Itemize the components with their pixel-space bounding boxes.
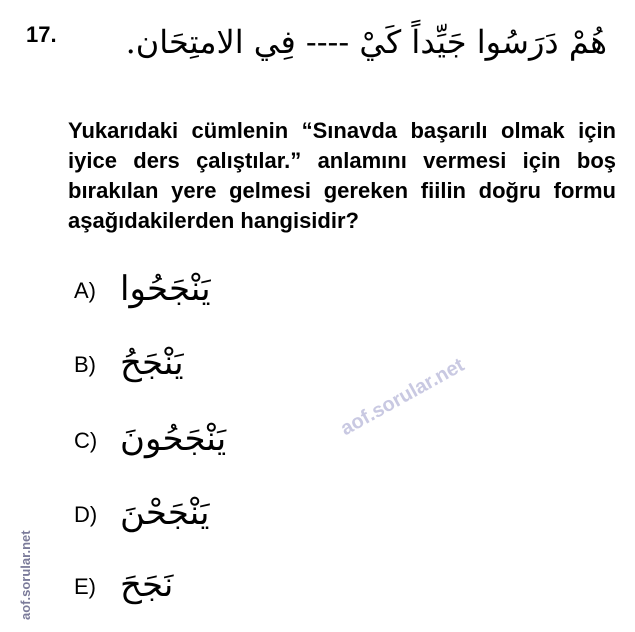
- option-c-label: C): [74, 428, 98, 453]
- option-b-label: B): [74, 352, 96, 377]
- option-c[interactable]: [74, 420, 274, 468]
- option-b[interactable]: [74, 344, 274, 392]
- option-a-label: A): [74, 278, 96, 303]
- option-d-arabic: يَنْجَحْنَ: [120, 493, 210, 533]
- option-e-arabic: نَجَحَ: [120, 565, 174, 605]
- option-e-label: E): [74, 574, 96, 599]
- option-e[interactable]: [74, 566, 274, 614]
- option-a-arabic: يَنْجَحُوا: [120, 269, 211, 309]
- question-text: Yukarıdaki cümlenin “Sınavda başarılı olmak için iyice ders çalıştılar.” anlamını vermesi için boş bırakılan yere gelmesi gereken fiilin doğru formu aşağıdakilerden hangisidir?: [68, 118, 616, 233]
- arabic-sentence: هُمْ دَرَسُوا جَيِّداً كَيْ ---- فِي الامتِحَان.: [125, 23, 607, 61]
- option-c-arabic: يَنْجَحُونَ: [120, 419, 227, 459]
- option-b-arabic: يَنْجَحُ: [120, 343, 184, 383]
- option-a[interactable]: [74, 270, 274, 318]
- watermark-side: aof.sorular.net: [18, 530, 33, 620]
- option-d-label: D): [74, 502, 98, 527]
- question-number: 17.: [26, 22, 57, 47]
- watermark-center: aof.sorular.net: [336, 354, 469, 441]
- option-d[interactable]: [74, 494, 274, 542]
